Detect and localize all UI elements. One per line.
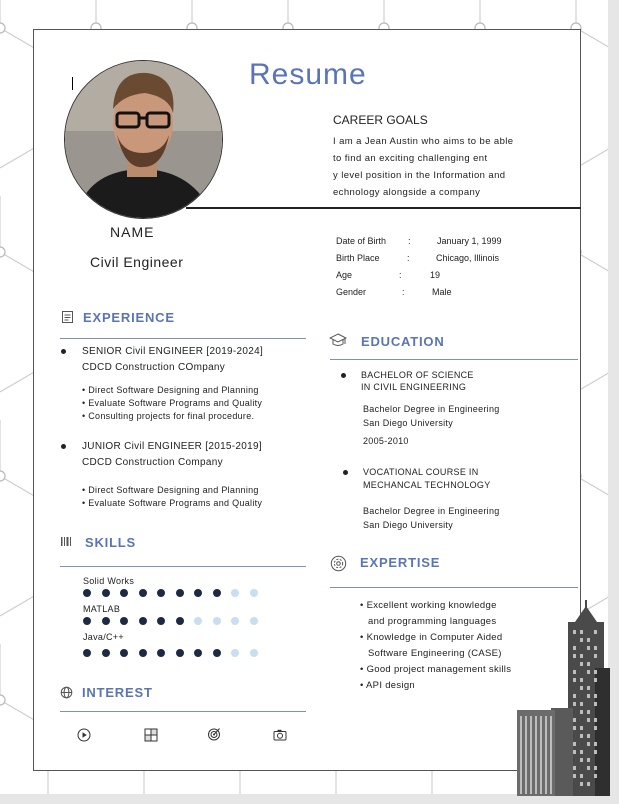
skill-dot [194,649,202,657]
profile-photo [64,60,223,219]
barcode-icon [60,535,73,548]
camera-icon [273,728,287,742]
skill-dot [83,617,91,625]
skill-dot [250,617,258,625]
skills-divider [60,566,306,567]
info-separator: : [407,253,410,263]
job-duty: • Evaluate Software Programs and Quality [82,498,263,508]
bullet-dot [61,349,66,354]
skill-dot [120,589,128,597]
skill-rating-java-cpp [83,649,283,657]
page-title: Resume [249,58,367,91]
education-heading: EDUCATION [361,334,445,349]
puzzle-icon [144,728,158,742]
person-name: NAME [110,224,155,240]
play-icon [77,728,91,742]
skill-dot [139,649,147,657]
bullet-dot [61,444,66,449]
skill-name: Java/C++ [83,632,124,642]
skill-dot [194,617,202,625]
skill-dot [102,649,110,657]
skill-rating-solid-works [83,589,283,597]
skill-dot [194,589,202,597]
info-label: Date of Birth [336,236,387,246]
job-duty: • Direct Software Designing and Planning [82,385,259,395]
skill-dot [83,589,91,597]
info-value: 19 [430,270,441,280]
skill-dot [102,589,110,597]
skill-dot [120,617,128,625]
job-position: SENIOR Civil ENGINEER [2019-2024] [82,346,264,357]
skill-name: Solid Works [83,576,135,586]
skill-dot [102,617,110,625]
gear-icon [330,555,347,572]
skill-dot [231,617,239,625]
dartboard-icon [207,727,221,741]
degree-detail: Bachelor Degree in Engineering [363,404,500,414]
expertise-line: • API design [360,680,415,691]
experience-heading: EXPERIENCE [83,310,175,325]
experience-divider [60,338,306,339]
skill-dot [213,617,221,625]
degree-detail: 2005-2010 [363,436,409,446]
degree-detail: San Diego University [363,418,454,428]
interest-heading: INTEREST [82,685,153,700]
skill-dot [231,649,239,657]
expertise-line: Software Engineering (CASE) [368,648,502,659]
expertise-line: • Excellent working knowledge [360,600,497,611]
degree-line: MECHANCAL TECHNOLOGY [363,480,491,490]
info-value: Male [432,287,452,297]
skill-dot [176,589,184,597]
job-duty: • Evaluate Software Programs and Quality [82,398,263,408]
skill-dot [139,617,147,625]
skill-dot [176,617,184,625]
bullet-dot [341,373,346,378]
job-duty: • Consulting projects for final procedure. [82,411,255,421]
info-value: January 1, 1999 [437,236,502,246]
expertise-line: • Knowledge in Computer Aided [360,632,503,643]
expertise-heading: EXPERTISE [360,555,441,570]
graduation-cap-icon [329,333,347,349]
skill-dot [120,649,128,657]
info-label: Age [336,270,353,280]
degree-detail: Bachelor Degree in Engineering [363,506,500,516]
career-goals-line: I am a Jean Austin who aims to be able [333,136,514,147]
expertise-line: and programming languages [368,616,497,627]
skill-dot [176,649,184,657]
degree-line: BACHELOR OF SCIENCE [361,370,474,380]
career-goals-line: echnology alongside a company [333,187,481,198]
skill-dot [157,589,165,597]
degree-line: IN CIVIL ENGINEERING [361,382,467,392]
job-company: CDCD Construction Company [82,457,223,468]
career-goals-line: to find an exciting challenging ent [333,153,488,164]
career-goals-title: CAREER GOALS [333,113,428,127]
job-duty: • Direct Software Designing and Planning [82,485,259,495]
info-separator: : [399,270,402,280]
skill-rating-matlab [83,617,283,625]
city-skyline-illustration [515,600,610,796]
skills-heading: SKILLS [85,535,137,550]
skill-dot [250,589,258,597]
degree-detail: San Diego University [363,520,454,530]
text-cursor [72,77,73,90]
education-divider [330,359,578,360]
skill-dot [213,649,221,657]
info-separator: : [408,236,411,246]
expertise-divider [330,587,578,588]
skill-dot [231,589,239,597]
info-separator: : [402,287,405,297]
info-label: Gender [336,287,367,297]
skill-dot [83,649,91,657]
skill-dot [250,649,258,657]
clipboard-icon [61,310,74,323]
skill-dot [139,589,147,597]
expertise-line: • Good project management skills [360,664,512,675]
info-value: Chicago, Illinois [436,253,500,263]
job-position: JUNIOR Civil ENGINEER [2015-2019] [82,441,262,452]
skill-dot [213,589,221,597]
person-role: Civil Engineer [90,254,184,270]
degree-line: VOCATIONAL COURSE IN [363,467,479,477]
skill-dot [157,649,165,657]
header-divider [186,207,581,209]
info-label: Birth Place [336,253,380,263]
globe-icon [60,686,73,699]
skill-dot [157,617,165,625]
bullet-dot [343,470,348,475]
skill-name: MATLAB [83,604,121,614]
job-company: CDCD Construction COmpany [82,362,226,373]
career-goals-line: y level position in the Information and [333,170,506,181]
interest-divider [60,711,306,712]
